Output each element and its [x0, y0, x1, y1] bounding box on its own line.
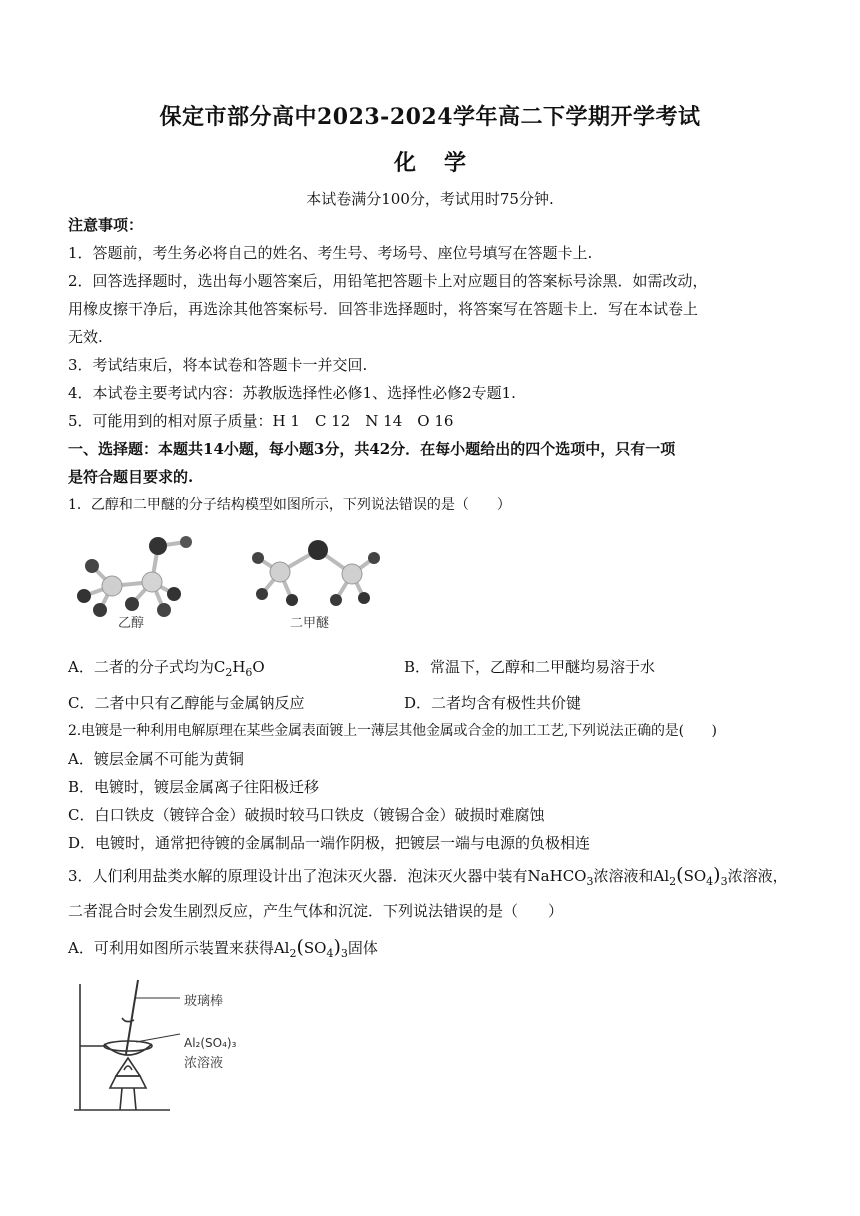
q1-option-d: D．二者均含有极性共价键: [404, 694, 582, 712]
q1-stem: 1．乙醇和二甲醚的分子结构模型如图所示，下列说法错误的是（ ）: [68, 497, 511, 513]
q2-stem: 2.电镀是一种利用电解原理在某些金属表面镀上一薄层其他金属或合金的加工工艺,下列说法正确的是( ): [68, 723, 717, 739]
section-heading: 一、选择题：本题共14小题，每小题3分，共42分．在每小题给出的四个选项中，只有一项: [68, 440, 676, 458]
notice-item: 5．可能用到的相对原子质量：H 1 C 12 N 14 O 16: [68, 412, 454, 430]
q2-option-a: A．镀层金属不可能为黄铜: [68, 750, 244, 768]
glass-rod-label: 玻璃棒: [184, 994, 224, 1009]
solution-label: 浓溶液: [184, 1056, 224, 1071]
section-heading: 是符合题目要求的.: [68, 468, 194, 486]
ethanol-label: 乙醇: [118, 616, 145, 631]
exam-info: 本试卷满分100分，考试用时75分钟.: [306, 190, 554, 208]
notice-item: 无效.: [68, 328, 103, 346]
notice-item: 4．本试卷主要考试内容：苏教版选择性必修1、选择性必修2专题1.: [68, 384, 516, 402]
notice-item: 1．答题前，考生务必将自己的姓名、考生号、考场号、座位号填写在答题卡上.: [68, 244, 593, 262]
dimethyl-ether-label: 二甲醚: [290, 616, 330, 631]
q1-option-c: C．二者中只有乙醇能与金属钠反应: [68, 694, 305, 712]
dimethyl-ether-model-figure: [240, 528, 390, 618]
notice-item: 2．回答选择题时，选出每小题答案后，用铅笔把答题卡上对应题目的答案标号涂黑．如需改动，: [68, 272, 708, 290]
notice-item: 3．考试结束后，将本试卷和答题卡一并交回.: [68, 356, 368, 374]
q1-option-b: B．常温下，乙醇和二甲醚均易溶于水: [404, 658, 656, 676]
notice-heading: 注意事项：: [68, 216, 144, 234]
q1-option-a: A．二者的分子式均为$C_2H_6O$: [68, 658, 265, 679]
solution-formula-label: Al₂(SO₄)₃: [184, 1036, 237, 1050]
q2-option-c: C．白口铁皮（镀锌合金）破损时较马口铁皮（镀锡合金）破损时难腐蚀: [68, 806, 545, 824]
q3-stem-line2: 二者混合时会发生剧烈反应，产生气体和沉淀．下列说法错误的是（ ）: [68, 902, 564, 920]
q2-option-b: B．电镀时，镀层金属离子往阳极迁移: [68, 778, 320, 796]
subject-title: 化学: [393, 150, 494, 176]
exam-title: 保定市部分高中2023-2024学年高二下学期开学考试: [159, 104, 701, 130]
q3-option-a: A．可利用如图所示装置来获得$Al_2(SO_4)_3$固体: [68, 936, 378, 960]
figure-leader-lines: [134, 990, 184, 1050]
notice-item: 用橡皮擦干净后，再选涂其他答案标号．回答非选择题时，将答案写在答题卡上．写在本试卷上: [68, 300, 699, 318]
q3-stem-line1: 3．人们利用盐类水解的原理设计出了泡沫灭火器．泡沫灭火器中装有NaHCO$_3$浓溶液和$Al_2(SO_4)_3$浓溶液，: [68, 864, 788, 888]
q2-option-d: D．电镀时，通常把待镀的金属制品一端作阴极，把镀层一端与电源的负极相连: [68, 834, 591, 852]
